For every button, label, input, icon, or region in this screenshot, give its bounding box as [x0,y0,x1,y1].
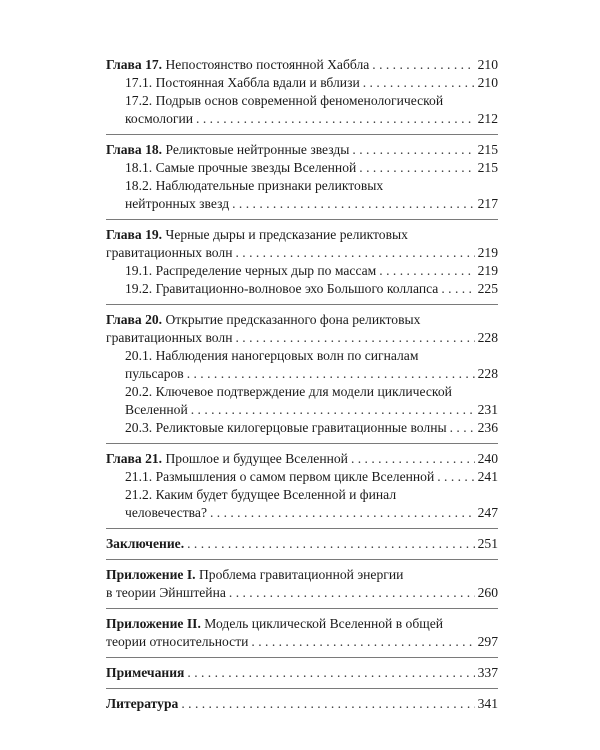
appendix-2-title-line2: теории относительности [106,634,249,649]
chapter-18-entry[interactable] [106,141,498,159]
section-17-2-line2: космологии [125,111,194,126]
leader-dots [210,504,475,522]
conclusion-entry[interactable] [106,535,498,553]
chapter-21-group [106,443,498,528]
leader-dots [232,195,474,213]
section-18-1-entry[interactable] [106,159,498,177]
section-17-2-page: 212 [477,111,498,126]
section-17-1-entry[interactable] [106,74,498,92]
chapter-21-entry[interactable] [106,450,498,468]
chapter-21-page: 240 [477,451,498,466]
chapter-19-group [106,219,498,304]
notes-page: 337 [477,665,498,680]
section-17-2-entry[interactable] [106,92,498,128]
leader-dots [187,664,474,682]
chapter-21-title: Прошлое и будущее Вселенной [165,451,348,466]
leader-dots [235,329,474,347]
leader-dots [441,280,474,298]
leader-dots [187,535,475,553]
section-19-1-page: 219 [477,263,498,278]
section-19-2-entry[interactable] [106,280,498,298]
chapter-20-title-line2: гравитационных волн [106,330,233,345]
chapter-19-label: Глава 19. [106,227,163,242]
chapter-18-label: Глава 18. [106,142,163,157]
section-20-1-line1: 20.1. Наблюдения наногерцовых волн по сигналам [125,348,419,363]
chapter-18-page: 215 [477,142,498,157]
section-20-3-title: 20.3. Реликтовые килогерцовые гравитационные волны [125,420,447,435]
appendix-2-entry[interactable] [106,615,498,651]
section-19-1-title: 19.1. Распределение черных дыр по массам [125,263,377,278]
appendix-2-label: Приложение II. [106,616,201,631]
section-18-2-page: 217 [477,196,498,211]
section-18-2-line2: нейтронных звезд [125,196,230,211]
literature-group [106,688,498,719]
leader-dots [187,365,475,383]
section-21-2-page: 247 [477,505,498,520]
chapter-17-entry[interactable] [106,56,498,74]
section-17-2-line1: 17.2. Подрыв основ современной феноменологической [125,93,444,108]
appendix-2-page: 297 [477,634,498,649]
appendix-1-entry[interactable] [106,566,498,602]
leader-dots [191,401,475,419]
table-of-contents [106,56,498,719]
section-17-1-title: 17.1. Постоянная Хаббла вдали и вблизи [125,75,360,90]
section-21-1-title: 21.1. Размышления о самом первом цикле Вселенной [125,469,435,484]
leader-dots [437,468,474,486]
leader-dots [235,244,474,262]
chapter-19-entry[interactable] [106,226,498,262]
leader-dots [379,262,474,280]
appendix-1-group [106,559,498,608]
leader-dots [251,633,474,651]
appendix-1-title-line2: в теории Эйнштейна [106,585,226,600]
section-20-1-line2: пульсаров [125,366,184,381]
appendix-2-group [106,608,498,657]
chapter-20-title-line1: Открытие предсказанного фона реликтовых [165,312,421,327]
appendix-1-title-line1: Проблема гравитационной энергии [198,567,404,582]
chapter-20-entry[interactable] [106,311,498,347]
chapter-18-group [106,134,498,219]
section-18-2-entry[interactable] [106,177,498,213]
section-20-2-line1: 20.2. Ключевое подтверждение для модели циклической [125,384,452,399]
section-19-2-title: 19.2. Гравитационно-волновое эхо Большого коллапса [125,281,439,296]
section-17-1-page: 210 [477,75,498,90]
section-20-2-page: 231 [477,402,498,417]
chapter-19-title-line1: Черные дыры и предсказание реликтовых [165,227,408,242]
literature-page: 341 [477,696,498,711]
section-20-1-entry[interactable] [106,347,498,383]
section-20-2-line2: Вселенной [125,402,188,417]
conclusion-group [106,528,498,559]
section-18-1-title: 18.1. Самые прочные звезды Вселенной [125,160,357,175]
leader-dots [196,110,475,128]
appendix-1-page: 260 [477,585,498,600]
chapter-20-page: 228 [477,330,498,345]
section-21-1-entry[interactable] [106,468,498,486]
notes-group [106,657,498,688]
literature-label: Литература [106,696,179,711]
leader-dots [181,695,474,713]
literature-entry[interactable] [106,695,498,713]
section-20-1-page: 228 [477,366,498,381]
leader-dots [229,584,475,602]
leader-dots [359,159,474,177]
leader-dots [351,450,475,468]
section-21-1-page: 241 [477,469,498,484]
chapter-18-title: Реликтовые нейтронные звезды [165,142,350,157]
chapter-21-label: Глава 21. [106,451,163,466]
leader-dots [450,419,475,437]
section-20-3-entry[interactable] [106,419,498,437]
chapter-17-page: 210 [477,57,498,72]
appendix-2-title-line1: Модель циклической Вселенной в общей [204,616,444,631]
leader-dots [372,56,474,74]
section-18-2-line1: 18.2. Наблюдательные признаки реликтовых [125,178,384,193]
section-18-1-page: 215 [477,160,498,175]
chapter-20-label: Глава 20. [106,312,163,327]
notes-entry[interactable] [106,664,498,682]
leader-dots [363,74,475,92]
chapter-20-group [106,304,498,443]
conclusion-page: 251 [477,536,498,551]
notes-label: Примечания [106,665,185,680]
section-21-2-entry[interactable] [106,486,498,522]
chapter-19-page: 219 [477,245,498,260]
chapter-17-label: Глава 17. [106,57,163,72]
conclusion-label: Заключение. [106,536,185,551]
section-21-2-line1: 21.2. Каким будет будущее Вселенной и финал [125,487,397,502]
chapter-17-title: Непостоянство постоянной Хаббла [165,57,370,72]
section-21-2-line2: человечества? [125,505,207,520]
leader-dots [352,141,474,159]
section-19-1-entry[interactable] [106,262,498,280]
chapter-17-group [106,56,498,134]
section-20-2-entry[interactable] [106,383,498,419]
chapter-19-title-line2: гравитационных волн [106,245,233,260]
section-20-3-page: 236 [477,420,498,435]
section-19-2-page: 225 [477,281,498,296]
appendix-1-label: Приложение I. [106,567,196,582]
